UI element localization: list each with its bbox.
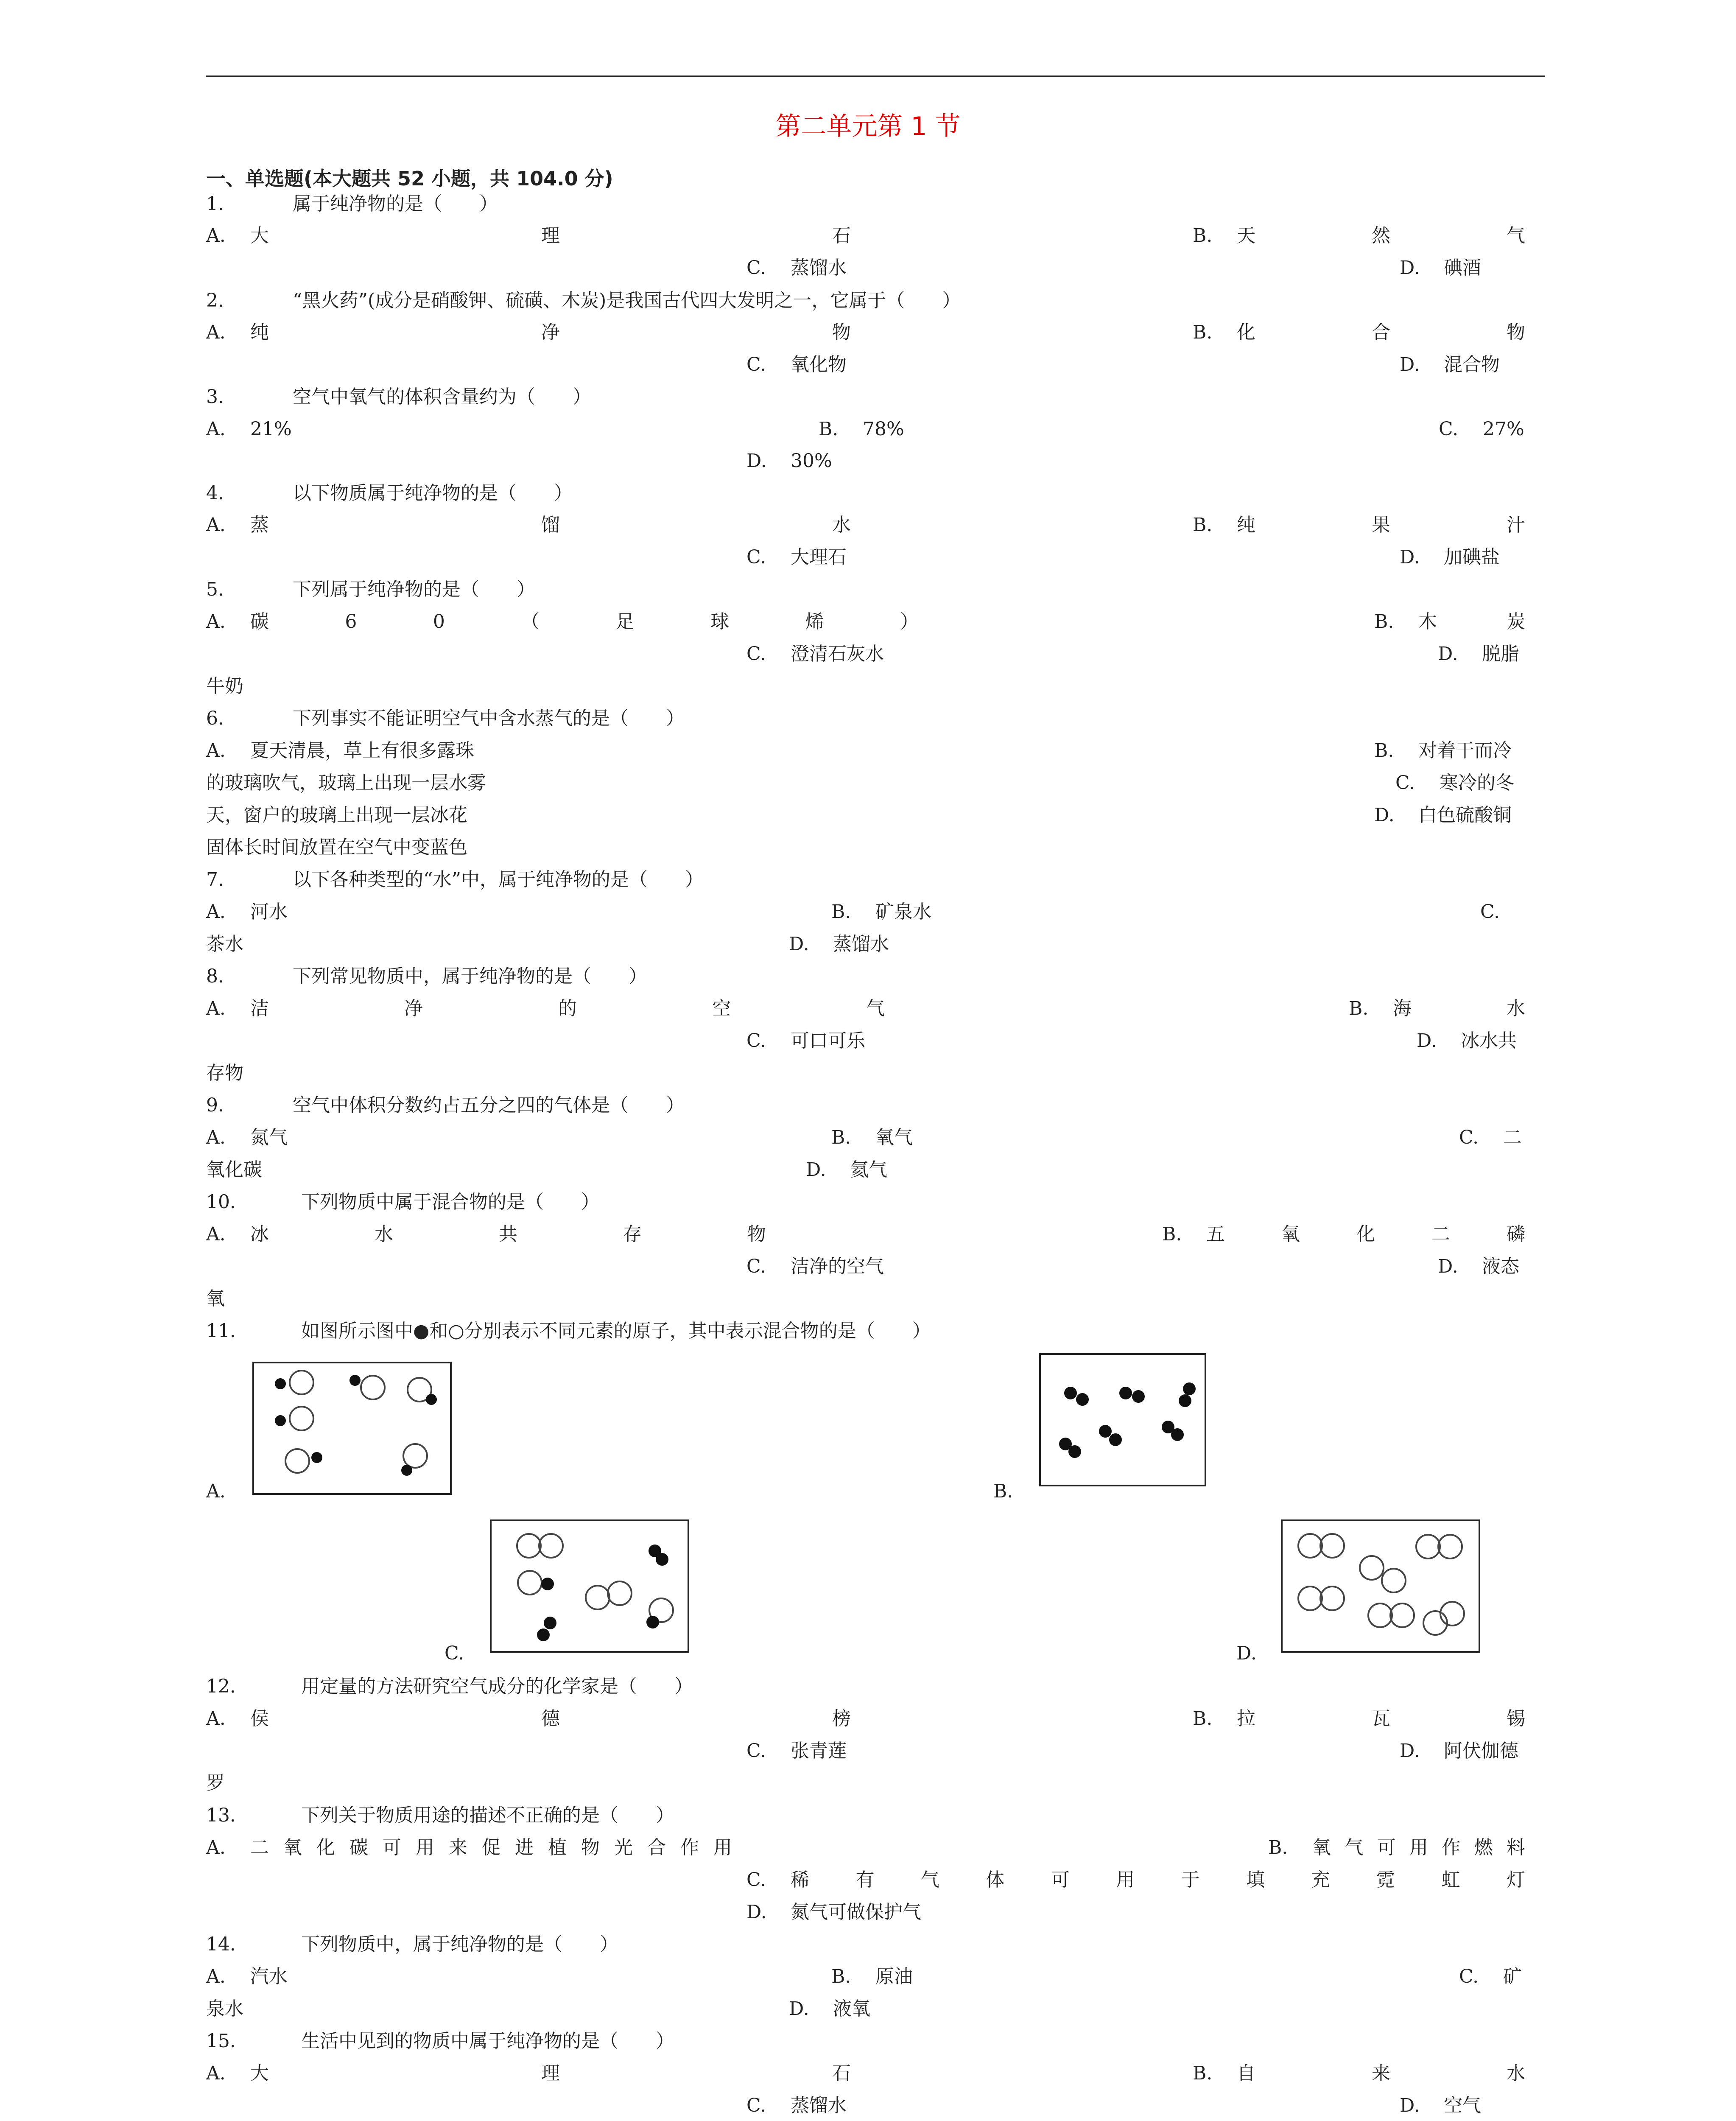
option-c[interactable]: [746, 257, 847, 279]
question-stem: 空气中体积分数约占五分之四的气体是（ ）: [293, 1094, 685, 1116]
option-text: 固体长时间放置在空气中变蓝色: [206, 837, 467, 858]
option-text: 纯 净 物: [250, 322, 851, 343]
option-d[interactable]: [746, 1901, 921, 1923]
option-continuation[interactable]: [206, 804, 467, 826]
option-letter: B.: [831, 1966, 851, 1987]
option-text: 自 来 水: [1237, 2062, 1525, 2084]
option-letter: D.: [1400, 546, 1420, 568]
question-number: 7.: [206, 869, 224, 890]
option-b[interactable]: [1349, 998, 1525, 1020]
option-letter: A.: [206, 1223, 226, 1245]
question-stem: “黑火药”(成分是硝酸钾、硫磺、木炭)是我国古代四大发明之一，它属于（ ）: [293, 290, 961, 311]
option-text: 矿: [1503, 1966, 1522, 1987]
option-text: 碘酒: [1444, 257, 1481, 279]
option-d[interactable]: [1400, 2095, 1481, 2117]
option-text: 可口可乐: [791, 1030, 865, 1052]
option-d[interactable]: [1374, 804, 1512, 826]
option-letter: B.: [819, 418, 839, 440]
option-a[interactable]: [206, 901, 288, 923]
question-number: 2.: [206, 290, 224, 311]
option-letter: A.: [206, 1837, 226, 1858]
option-continuation[interactable]: [206, 1159, 262, 1181]
option-text: 阿伏伽德: [1444, 1740, 1518, 1762]
option-text: 27%: [1483, 418, 1524, 440]
option-text: 蒸馏水: [791, 2095, 847, 2116]
question-stem: 用定量的方法研究空气成分的化学家是（ ）: [301, 1676, 693, 1697]
question-number: 10.: [206, 1191, 236, 1213]
option-letter: D.: [1400, 1740, 1420, 1762]
diagram-c-label: C.: [444, 1643, 464, 1664]
question-number: 4.: [206, 482, 224, 504]
option-text: 大理石: [791, 546, 847, 568]
option-letter: B.: [831, 901, 851, 923]
option-c[interactable]: [746, 1256, 884, 1278]
question-number: 14.: [206, 1934, 236, 1955]
question-stem: 下列属于纯净物的是（ ）: [293, 579, 535, 600]
question-number: 1.: [206, 193, 224, 215]
page-title: 第二单元第 1 节: [775, 112, 961, 141]
option-b[interactable]: [831, 1966, 913, 1988]
option-text: 对着干而冷: [1418, 740, 1512, 761]
option-b[interactable]: [1193, 1708, 1525, 1730]
option-text: 加碘盐: [1444, 546, 1500, 568]
option-letter: D.: [1374, 804, 1395, 826]
option-letter: D.: [746, 450, 767, 472]
option-text: 汽水: [250, 1966, 288, 1987]
option-text: 五 氧 化 二 磷: [1206, 1223, 1525, 1245]
option-text: 稀 有 气 体 可 用 于 填 充 霓 虹 灯: [791, 1869, 1525, 1891]
option-text: 二: [1503, 1127, 1522, 1148]
option-letter: D.: [1400, 354, 1420, 375]
diagram-a-label: A.: [206, 1480, 226, 1502]
question-stem: 下列关于物质用途的描述不正确的是（ ）: [301, 1805, 674, 1826]
question-stem: 如图所示图中●和○分别表示不同元素的原子，其中表示混合物的是（ ）: [301, 1320, 931, 1342]
option-text: 白色硫酸铜: [1418, 804, 1512, 826]
option-continuation[interactable]: [206, 1772, 225, 1794]
diagram-b: [1039, 1353, 1206, 1486]
option-letter: B.: [1374, 611, 1394, 632]
question-stem: 生活中见到的物质中属于纯净物的是（ ）: [301, 2030, 674, 2052]
option-letter: C.: [746, 1869, 766, 1891]
question-stem: 空气中氧气的体积含量约为（ ）: [293, 386, 591, 408]
option-continuation[interactable]: [206, 1998, 243, 2020]
diagram-c: [490, 1519, 689, 1653]
option-letter: B.: [831, 1127, 851, 1148]
option-d[interactable]: [1400, 1740, 1518, 1762]
option-text: 侯 德 榜: [250, 1708, 851, 1729]
option-letter: B.: [1193, 2062, 1213, 2084]
option-b[interactable]: [1374, 611, 1525, 633]
option-continuation[interactable]: [206, 772, 486, 794]
option-a[interactable]: [206, 740, 474, 762]
option-text: 液态: [1482, 1256, 1519, 1277]
option-letter: C.: [1480, 901, 1500, 923]
option-letter: A.: [206, 2062, 226, 2084]
option-letter: C.: [746, 1740, 766, 1762]
option-continuation[interactable]: [206, 675, 243, 697]
option-text: 蒸馏水: [833, 933, 889, 955]
option-d[interactable]: [1400, 257, 1481, 279]
option-text: 天 然 气: [1237, 225, 1525, 246]
question-number: 15.: [206, 2030, 236, 2052]
option-letter: D.: [1438, 1256, 1458, 1277]
option-letter: A.: [206, 322, 226, 343]
option-b[interactable]: [1193, 2062, 1525, 2085]
option-d[interactable]: [789, 933, 889, 955]
option-a[interactable]: [206, 998, 885, 1020]
option-c[interactable]: [1439, 418, 1524, 440]
option-text: 大 理 石: [250, 2062, 851, 2084]
option-letter: A.: [206, 740, 226, 761]
option-text: 二 氧 化 碳 可 用 来 促 进 植 物 光 合 作 用: [250, 1837, 732, 1858]
option-b[interactable]: [1268, 1837, 1525, 1859]
option-text: 氧气: [875, 1127, 913, 1148]
option-a[interactable]: [206, 418, 292, 440]
option-continuation[interactable]: [206, 1288, 225, 1310]
option-a[interactable]: [206, 322, 851, 344]
option-d[interactable]: [1438, 643, 1519, 665]
option-d[interactable]: [746, 450, 832, 472]
option-letter: A.: [206, 225, 226, 246]
option-text: 天，窗户的玻璃上出现一层冰花: [206, 804, 467, 826]
option-c[interactable]: [746, 546, 847, 568]
option-text: 30%: [791, 450, 832, 472]
option-text: 张青莲: [791, 1740, 847, 1762]
option-text: 罗: [206, 1772, 225, 1794]
option-b[interactable]: [1162, 1223, 1525, 1245]
option-c[interactable]: [746, 1869, 1525, 1891]
option-text: 氧: [206, 1288, 225, 1310]
option-text: 河水: [250, 901, 288, 923]
option-text: 氮气可做保护气: [791, 1901, 921, 1923]
option-d[interactable]: [1438, 1256, 1519, 1278]
option-letter: A.: [206, 998, 226, 1019]
option-c[interactable]: [1459, 1966, 1525, 1988]
diagram-a: [252, 1362, 452, 1495]
option-c[interactable]: [746, 1740, 847, 1762]
option-a[interactable]: [206, 2062, 851, 2085]
option-text: 澄清石灰水: [791, 643, 884, 665]
option-letter: C.: [746, 1030, 766, 1052]
option-letter: B.: [1193, 322, 1213, 343]
option-a[interactable]: [206, 1223, 766, 1245]
question-stem: 以下各种类型的“水”中，属于纯净物的是（ ）: [293, 869, 704, 890]
option-text: 冰水共: [1461, 1030, 1517, 1052]
option-text: 氦气: [850, 1159, 887, 1181]
option-text: 碳 6 0 （ 足 球 烯 ）: [250, 611, 919, 632]
option-d[interactable]: [1400, 546, 1500, 568]
option-c[interactable]: [746, 1030, 865, 1052]
option-letter: A.: [206, 611, 226, 632]
question-stem: 下列物质中属于混合物的是（ ）: [301, 1191, 600, 1213]
option-letter: D.: [789, 933, 809, 955]
option-letter: B.: [1193, 225, 1213, 246]
option-letter: B.: [1193, 1708, 1213, 1729]
option-continuation[interactable]: [206, 837, 467, 859]
option-a[interactable]: [206, 1966, 288, 1988]
option-text: 茶水: [206, 933, 243, 955]
option-text: 大 理 石: [250, 225, 851, 246]
option-letter: D.: [806, 1159, 826, 1181]
option-letter: C.: [746, 354, 766, 375]
option-text: 存物: [206, 1062, 243, 1084]
option-letter: A.: [206, 514, 226, 536]
option-letter: B.: [1268, 1837, 1288, 1858]
option-text: 牛奶: [206, 675, 243, 697]
option-letter: C.: [1459, 1127, 1479, 1148]
option-text: 寒冷的冬: [1440, 772, 1514, 794]
question-number: 11.: [206, 1320, 236, 1342]
option-text: 混合物: [1444, 354, 1500, 375]
option-letter: C.: [746, 1256, 766, 1277]
option-letter: B.: [1349, 998, 1369, 1019]
question-stem: 下列常见物质中，属于纯净物的是（ ）: [293, 965, 647, 987]
option-letter: A.: [206, 901, 226, 923]
option-text: 海 水: [1393, 998, 1525, 1019]
option-letter: D.: [789, 1998, 809, 2020]
option-text: 蒸 馏 水: [250, 514, 851, 536]
option-b[interactable]: [1193, 322, 1525, 344]
option-continuation[interactable]: [206, 933, 243, 955]
option-text: 氮气: [250, 1127, 288, 1148]
question-number: 13.: [206, 1805, 236, 1826]
option-letter: A.: [206, 1127, 226, 1148]
option-continuation[interactable]: [206, 1062, 243, 1084]
option-text: 的玻璃吹气，玻璃上出现一层水雾: [206, 772, 486, 794]
question-stem: 下列事实不能证明空气中含水蒸气的是（ ）: [293, 708, 685, 729]
question-stem: 属于纯净物的是（ ）: [293, 193, 498, 215]
option-text: 洁净的空气: [791, 1256, 884, 1277]
option-text: 脱脂: [1482, 643, 1519, 665]
option-text: 氧化物: [791, 354, 847, 375]
option-letter: B.: [1374, 740, 1394, 761]
option-letter: D.: [746, 1901, 767, 1923]
option-c[interactable]: [746, 643, 884, 665]
option-text: 液氧: [833, 1998, 870, 2020]
option-text: 矿泉水: [875, 901, 931, 923]
diagram-d-label: D.: [1236, 1643, 1257, 1664]
option-text: 氧化碳: [206, 1159, 262, 1181]
question-number: 8.: [206, 965, 224, 987]
question-number: 12.: [206, 1676, 236, 1697]
option-text: 泉水: [206, 1998, 243, 2020]
option-text: 21%: [250, 418, 292, 440]
option-text: 拉 瓦 锡: [1237, 1708, 1525, 1729]
question-number: 6.: [206, 708, 224, 729]
option-c[interactable]: [746, 354, 847, 376]
option-text: 洁 净 的 空 气: [250, 998, 885, 1019]
option-a[interactable]: [206, 514, 851, 536]
option-letter: C.: [1459, 1966, 1479, 1987]
option-text: 夏天清晨，草上有很多露珠: [250, 740, 474, 761]
option-letter: A.: [206, 1708, 226, 1729]
option-d[interactable]: [789, 1998, 870, 2020]
option-text: 木 炭: [1418, 611, 1525, 632]
option-letter: B.: [1162, 1223, 1182, 1245]
option-letter: C.: [746, 643, 766, 665]
option-b[interactable]: [1193, 514, 1525, 536]
option-text: 78%: [863, 418, 904, 440]
option-a[interactable]: [206, 225, 851, 247]
option-letter: C.: [1439, 418, 1459, 440]
diagram-d: [1281, 1519, 1480, 1653]
option-c[interactable]: [1459, 1127, 1525, 1149]
diagram-b-label: B.: [993, 1480, 1013, 1502]
option-a[interactable]: [206, 611, 919, 633]
option-letter: B.: [1193, 514, 1213, 536]
option-c[interactable]: [1480, 901, 1524, 923]
option-b[interactable]: [831, 901, 931, 923]
section-heading: 一、单选题(本大题共 52 小题，共 104.0 分): [206, 167, 613, 190]
option-letter: D.: [1400, 257, 1420, 279]
option-d[interactable]: [1417, 1030, 1517, 1052]
question-number: 5.: [206, 579, 224, 600]
question-stem: 下列物质中，属于纯净物的是（ ）: [301, 1934, 618, 1955]
option-d[interactable]: [806, 1159, 887, 1181]
option-text: 化 合 物: [1237, 322, 1525, 343]
option-text: 原油: [875, 1966, 913, 1987]
option-a[interactable]: [206, 1127, 288, 1149]
option-d[interactable]: [1400, 354, 1500, 376]
question-stem: 以下物质属于纯净物的是（ ）: [293, 482, 573, 504]
option-text: 纯 果 汁: [1237, 514, 1525, 536]
option-letter: C.: [1395, 772, 1415, 794]
option-letter: D.: [1400, 2095, 1420, 2116]
option-letter: C.: [746, 257, 766, 279]
option-b[interactable]: [831, 1127, 913, 1149]
option-a[interactable]: [206, 1708, 851, 1730]
option-c[interactable]: [746, 2095, 847, 2117]
top-rule: [206, 76, 1545, 77]
option-b[interactable]: [1193, 225, 1525, 247]
option-letter: A.: [206, 418, 226, 440]
option-letter: C.: [746, 546, 766, 568]
option-b[interactable]: [1374, 740, 1512, 762]
option-text: 氧 气 可 用 作 燃 料: [1312, 1837, 1525, 1858]
question-number: 9.: [206, 1094, 224, 1116]
option-letter: D.: [1438, 643, 1458, 665]
option-c[interactable]: [1395, 772, 1514, 794]
option-letter: A.: [206, 1966, 226, 1987]
question-number: 3.: [206, 386, 224, 408]
option-text: 蒸馏水: [791, 257, 847, 279]
option-letter: C.: [746, 2095, 766, 2116]
option-text: 冰 水 共 存 物: [250, 1223, 766, 1245]
option-text: 空气: [1444, 2095, 1481, 2116]
option-b[interactable]: [819, 418, 904, 440]
option-letter: D.: [1417, 1030, 1437, 1052]
option-a[interactable]: [206, 1837, 732, 1859]
